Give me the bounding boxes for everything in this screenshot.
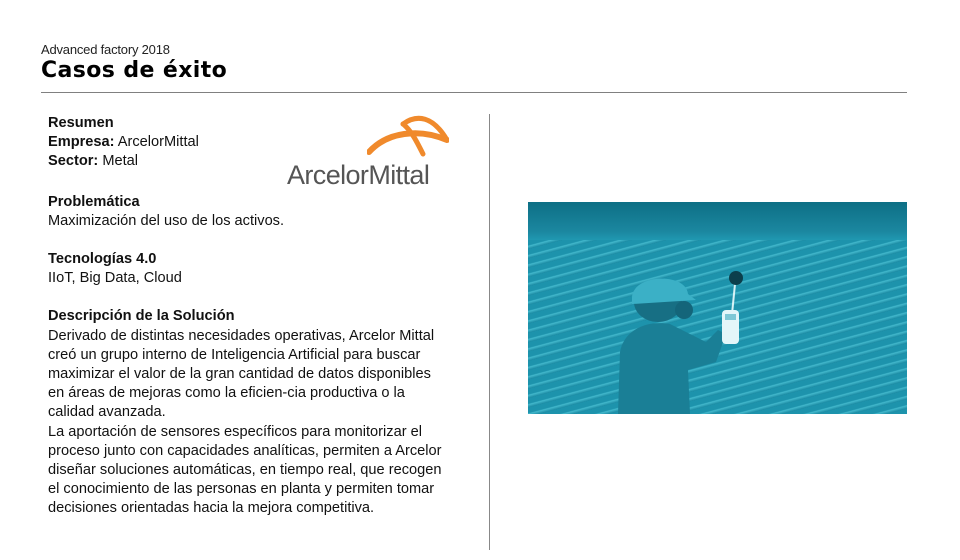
company-value: ArcelorMittal	[114, 134, 199, 151]
solution-section	[48, 307, 448, 518]
page-title: Casos de éxito	[41, 58, 228, 83]
header-divider	[41, 92, 907, 93]
technologies-text: IIoT, Big Data, Cloud	[48, 270, 182, 287]
solution-paragraph: Derivado de distintas necesidades operativas, Arcelor Mittal creó un grupo interno de Inteligencia Artificial para buscar maximizar el valor de la gran cantidad de datos disponibles en áreas de mejoras como la eficien-cia productiva o la calidad avanzada.	[48, 327, 435, 421]
case-photo	[528, 202, 907, 414]
sector-value: Metal	[98, 153, 139, 170]
problem-heading: Problemática	[48, 193, 140, 210]
arcelormittal-logo	[287, 114, 447, 194]
logo-wordmark: ArcelorMittal	[287, 160, 430, 190]
problem-section	[48, 193, 448, 231]
solution-heading: Descripción de la Solución	[48, 308, 235, 325]
problem-text: Maximización del uso de los activos.	[48, 212, 285, 229]
summary-heading: Resumen	[48, 115, 114, 131]
logo-arc-icon	[367, 114, 449, 158]
company-label: Empresa:	[48, 134, 115, 151]
technologies-heading: Tecnologías 4.0	[48, 251, 157, 268]
sector-label: Sector:	[48, 153, 99, 170]
worker-illustration-icon	[528, 202, 907, 414]
solution-paragraph: La aportación de sensores específicos para monitorizar el proceso junto con capacidades analíticas, permiten a Arcelor diseñar soluciones automáticas, en tiempo real, que recogen el conocimiento de las personas en planta y permiten tomar decisiones orientadas hacia la mejora competitiva.	[48, 423, 442, 517]
column-divider	[489, 114, 490, 550]
technologies-section	[48, 250, 448, 288]
page-subtitle: Advanced factory 2018	[41, 42, 170, 57]
